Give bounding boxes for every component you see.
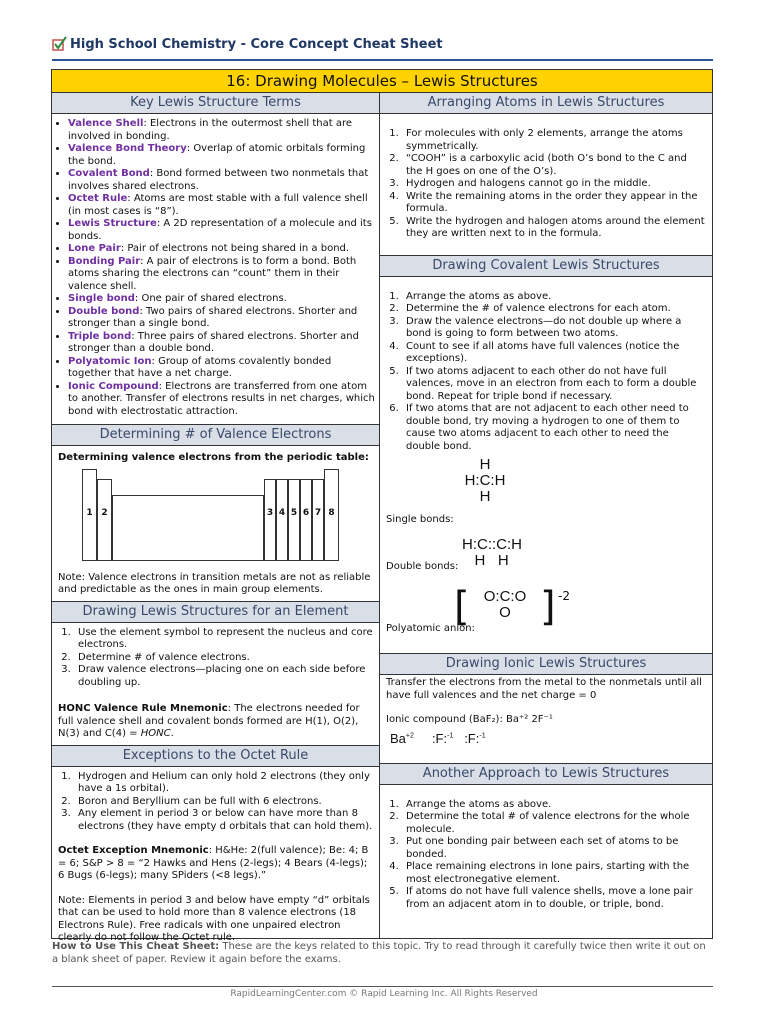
carbonate-structure: O:C:O O: [483, 588, 527, 621]
methane-structure: H H:C:H H: [464, 456, 506, 505]
step-item: 2. Boron and Beryllium can be full with 6 electrons.: [74, 796, 373, 809]
honc-mnemonic: HONC Valence Rule Mnemonic: The electrons needed for full valence shell and covalent bonds formed are H(1), O(2), N(3) and C(4) = HONC.: [58, 703, 360, 739]
term-item: • Polyatomic Ion: Group of atoms covalently bonded together that have a net charge.: [68, 356, 375, 381]
step-item: 2. Determine the # of valence electrons for each atom.: [402, 303, 706, 316]
section-heading-exceptions: Exceptions to the Octet Rule: [52, 745, 379, 767]
section-heading-element: Drawing Lewis Structures for an Element: [52, 601, 379, 623]
barium-fluoride-structure: $Ba^{+2}$ :F:$^{-1}$ :F:$^{-1}$: [390, 730, 486, 746]
term-item: • Valence Shell: Electrons in the outermost shell that are involved in bonding.: [68, 118, 375, 143]
polyatomic-label: Polyatomic anion:: [386, 623, 475, 634]
arrange-steps-list: [380, 128, 712, 241]
pt-group-2: 2: [97, 479, 112, 561]
cheat-sheet: [51, 69, 713, 943]
page-title: High School Chemistry - Core Concept Cheat Sheet: [70, 37, 443, 52]
step-item: 3. Draw the valence electrons—do not double up where a bond is going to form between two atoms.: [402, 316, 706, 341]
copyright: RapidLearningCenter.com © Rapid Learning Inc. All Rights Reserved: [230, 989, 538, 999]
ionic-text: Transfer the electrons from the metal to the nonmetals until all have full valences and the net charge = 0: [386, 677, 702, 701]
pt-group-4: 4: [276, 479, 288, 561]
left-column: [52, 93, 380, 943]
exceptions-note: Note: Elements in period 3 and below have empty “d” orbitals that can be used to hold more than 8 valence electrons (18 Electrons Rule). Free radicals with one unpaired electron clearly do not follow the Octet rule.: [58, 894, 370, 943]
step-item: 2. “COOH” is a carboxylic acid (both O’s bond to the C and the H goes on one of the O’s).: [402, 153, 706, 178]
step-item: 1. Arrange the atoms as above.: [402, 799, 706, 812]
pt-transition-metals: [112, 495, 264, 561]
term-item: • Covalent Bond: Bond formed between two nonmetals that involves shared electrons.: [68, 168, 375, 193]
term-item: • Double bond: Two pairs of shared electrons. Shorter and stronger than a single bond.: [68, 306, 375, 331]
pt-group-5: 5: [288, 479, 300, 561]
ethylene-structure: H:C::C:H H H: [462, 536, 522, 569]
step-item: 1. Arrange the atoms as above.: [402, 291, 706, 304]
step-item: 5. If two atoms adjacent to each other do not have full valences, move in an electron from each to form a double bond. Repeat for triple bond if necessary.: [402, 366, 706, 404]
step-item: 4. Place remaining electrons in lone pairs, starting with the most electronegative element.: [402, 861, 706, 886]
pt-group-7: 7: [312, 479, 324, 561]
double-bonds-label: Double bonds:: [386, 561, 459, 572]
term-item: • Octet Rule: Atoms are most stable with a full valence shell (in most cases is “8”).: [68, 193, 375, 218]
step-item: 2. Determine # of valence electrons.: [74, 652, 373, 665]
octet-mnemonic: Octet Exception Mnemonic: H&He: 2(full valence); Be: 4; B = 6; S&P > 8 = “2 Hawks and Hens (2-legs); 4 Bears (4-legs); 6 Bugs (6-legs); many SPiders (<8 legs).”: [58, 845, 369, 881]
step-item: 3. Put one bonding pair between each set of atoms to be bonded.: [402, 836, 706, 861]
polyatomic-charge: -2: [558, 589, 570, 603]
exceptions-list: [52, 771, 379, 834]
step-item: 3. Any element in period 3 or below can have more than 8 electrons (they have empty d orbitals that can hold them).: [74, 808, 373, 833]
terms-list: [52, 118, 379, 418]
step-item: 5. If atoms do not have full valence shells, move a lone pair from an adjacent atom in to double, or triple, bond.: [402, 886, 706, 911]
polyatomic-bracket-left: [: [454, 584, 470, 630]
section-heading-valence: Determining # of Valence Electrons: [52, 424, 379, 446]
topic-title: 16: Drawing Molecules – Lewis Structures: [52, 70, 712, 93]
step-item: 1. Use the element symbol to represent the nucleus and core electrons.: [74, 627, 373, 652]
footer-divider: [52, 986, 713, 987]
pt-group-6: 6: [300, 479, 312, 561]
valence-note: Note: Valence electrons in transition metals are not as reliable and predictable as the ones in main group elements.: [58, 571, 371, 595]
term-item: • Triple bond: Three pairs of shared electrons. Shorter and stronger than a double bond.: [68, 331, 375, 356]
step-item: 3. Draw valence electrons—placing one on each side before doubling up.: [74, 664, 373, 689]
step-item: 4. Write the remaining atoms in the order they appear in the formula.: [402, 191, 706, 216]
ionic-example: Ionic compound (BaF₂): Ba⁺² 2F⁻¹: [386, 714, 553, 725]
covalent-steps-list: [380, 291, 712, 454]
lewis-examples: [380, 453, 712, 639]
pt-group-8: 8: [324, 469, 339, 561]
how-to-use-note: How to Use This Cheat Sheet: These are the keys related to this topic. Try to read through it carefully twice then write it out on a blank sheet of paper. Review it again before the exams.: [52, 941, 706, 965]
section-heading-covalent: Drawing Covalent Lewis Structures: [380, 255, 712, 277]
page-header: [52, 36, 712, 58]
polyatomic-bracket-right: ]: [540, 584, 556, 630]
periodic-table-diagram: [52, 465, 379, 560]
step-item: 1. Hydrogen and Helium can only hold 2 electrons (they only have a 1s orbital).: [74, 771, 373, 796]
right-column: [380, 93, 712, 938]
section-heading-another: Another Approach to Lewis Structures: [380, 763, 712, 785]
term-item: • Ionic Compound: Electrons are transferred from one atom to another. Transfer of electrons results in net charges, which bond with electrostatic attraction.: [68, 381, 375, 419]
term-item: • Single bond: One pair of shared electrons.: [68, 293, 375, 306]
step-item: 4. Count to see if all atoms have full valences (notice the exceptions).: [402, 341, 706, 366]
pt-group-1: 1: [82, 469, 97, 561]
term-item: • Lewis Structure: A 2D representation of a molecule and its bonds.: [68, 218, 375, 243]
term-item: • Bonding Pair: A pair of electrons is to form a bond. Both atoms sharing the electrons can “count” them in their valence shell.: [68, 256, 375, 294]
term-item: • Lone Pair: Pair of electrons not being shared in a bond.: [68, 243, 375, 256]
step-item: 5. Write the hydrogen and halogen atoms around the element they are written next to in the formula.: [402, 216, 706, 241]
valence-subtitle: Determining valence electrons from the periodic table:: [58, 452, 369, 463]
header-divider: [52, 59, 713, 61]
checkmark-logo-icon: [52, 36, 68, 52]
pt-group-3: 3: [264, 479, 276, 561]
another-steps-list: [380, 799, 712, 912]
step-item: 2. Determine the total # of valence electrons for the whole molecule.: [402, 811, 706, 836]
term-item: • Valence Bond Theory: Overlap of atomic orbitals forming the bond.: [68, 143, 375, 168]
section-heading-arrange: Arranging Atoms in Lewis Structures: [380, 93, 712, 114]
step-item: 6. If two atoms that are not adjacent to each other need to double bond, try moving a hydrogen to one of them to cause two atoms adjacent to each other to need the double bond.: [402, 403, 706, 453]
step-item: 3. Hydrogen and halogens cannot go in the middle.: [402, 178, 706, 191]
element-steps-list: [52, 627, 379, 690]
section-heading-ionic: Drawing Ionic Lewis Structures: [380, 653, 712, 675]
step-item: 1. For molecules with only 2 elements, arrange the atoms symmetrically.: [402, 128, 706, 153]
single-bonds-label: Single bonds:: [386, 514, 454, 525]
section-heading-terms: Key Lewis Structure Terms: [52, 93, 379, 114]
